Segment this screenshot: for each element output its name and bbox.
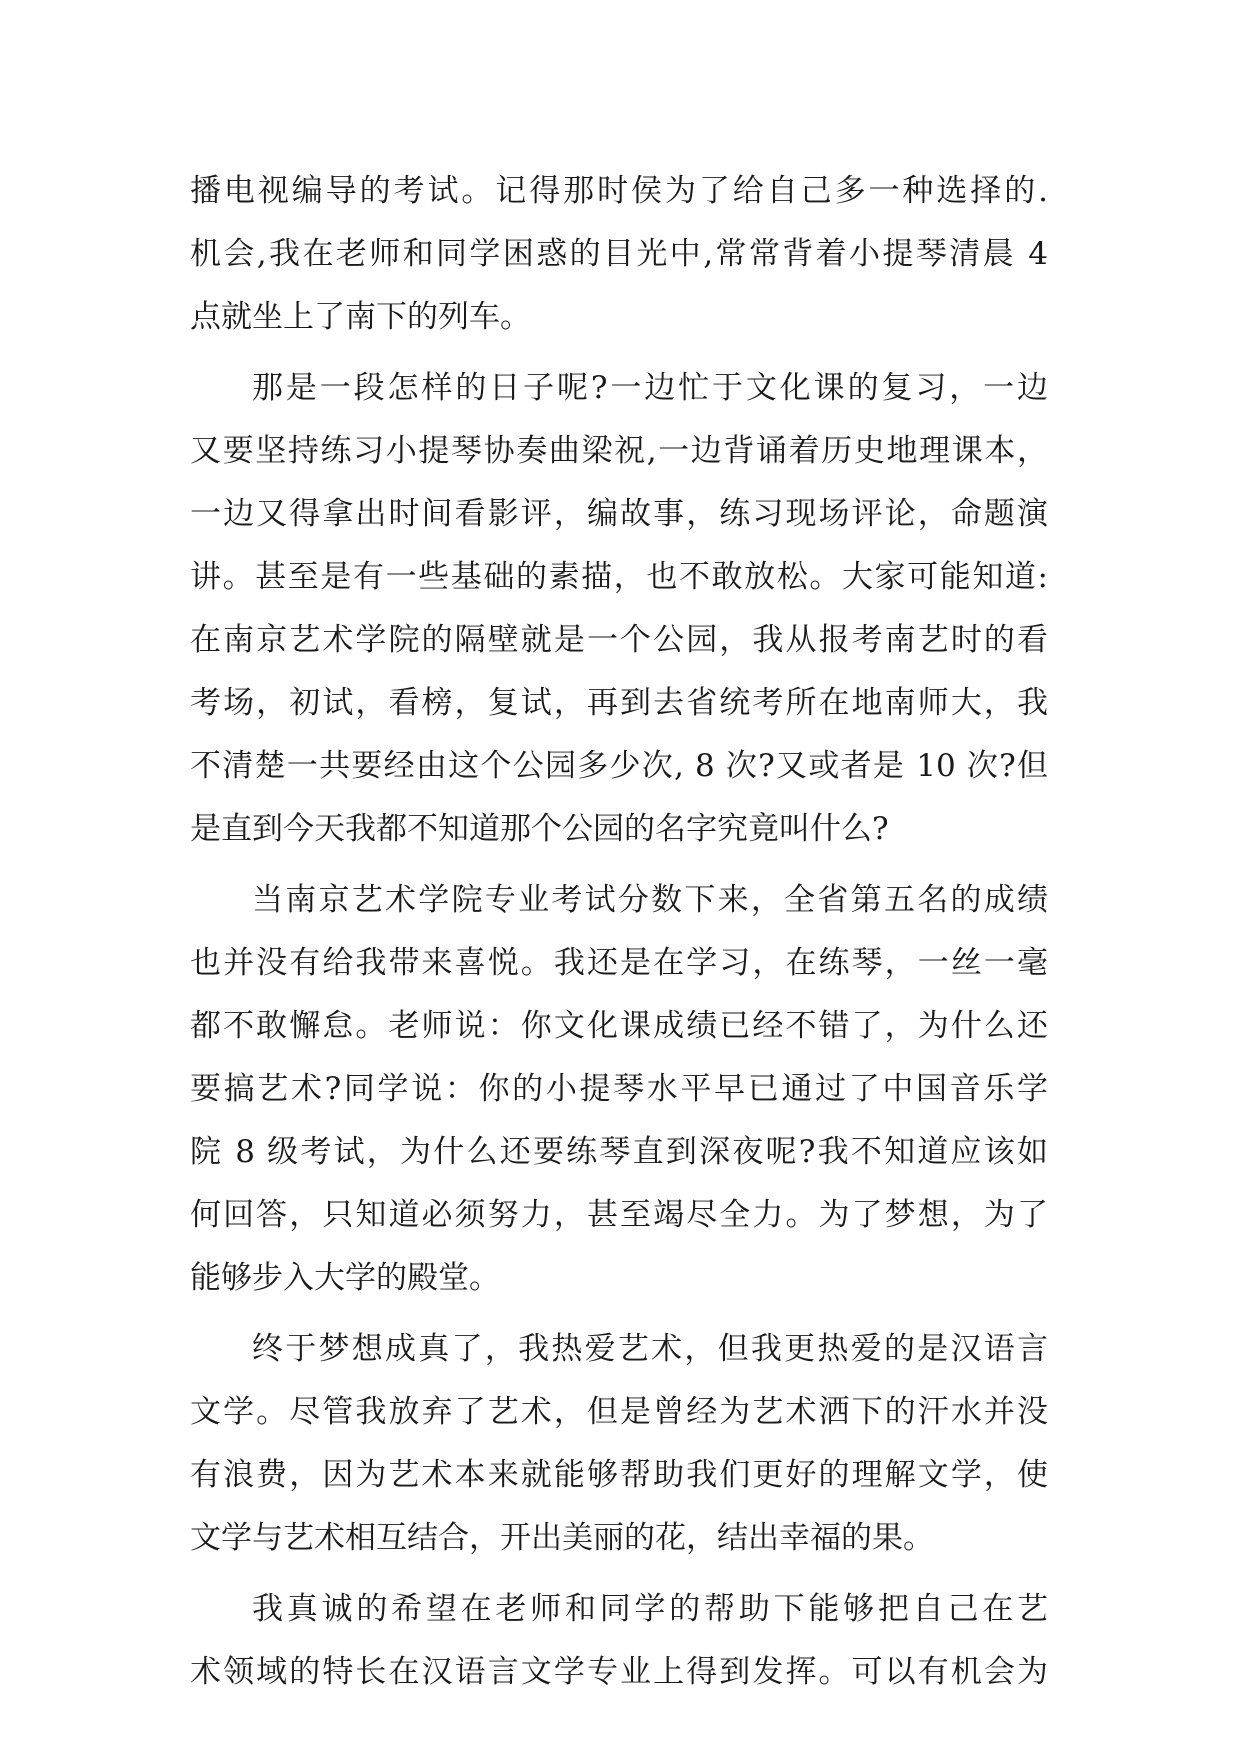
text-line: 都不敢懈怠。老师说：你文化课成绩已经不错了，为什么还 (190, 1008, 1048, 1044)
document-body (190, 160, 1048, 1704)
paragraph-4 (190, 1318, 1048, 1570)
text-line: 能够步入大学的殿堂。 (190, 1260, 500, 1296)
text-line: 机会,我在老师和同学困惑的目光中,常常背着小提琴清晨 4 (190, 236, 1048, 272)
text-line: 又要坚持练习小提琴协奏曲梁祝,一边背诵着历史地理课本， (190, 433, 1048, 469)
paragraph-gap (190, 1570, 1048, 1578)
text-line: 点就坐上了南下的列车。 (190, 299, 531, 335)
text-line: 考场，初试，看榜，复试，再到去省统考所在地南师大，我 (190, 685, 1048, 721)
text-line: 讲。甚至是有一些基础的素描，也不敢放松。大家可能知道: (190, 559, 1048, 595)
paragraph-2 (190, 357, 1048, 861)
text-line: 也并没有给我带来喜悦。我还是在学习，在练琴，一丝一毫 (190, 945, 1048, 981)
text-line: 文学与艺术相互结合，开出美丽的花，结出幸福的果。 (190, 1520, 934, 1556)
text-line: 播电视编导的考试。记得那时侯为了给自己多一种选择的. (190, 173, 1048, 209)
text-line: 文学。尽管我放弃了艺术，但是曾经为艺术洒下的汗水并没 (190, 1394, 1048, 1430)
paragraph-5 (190, 1578, 1048, 1704)
paragraph-3 (190, 869, 1048, 1310)
text-line: 当南京艺术学院专业考试分数下来，全省第五名的成绩 (252, 882, 1048, 918)
text-line: 有浪费，因为艺术本来就能够帮助我们更好的理解文学，使 (190, 1457, 1048, 1493)
text-line: 终于梦想成真了，我热爱艺术，但我更热爱的是汉语言 (252, 1331, 1048, 1367)
paragraph-gap (190, 1310, 1048, 1318)
text-line: 一边又得拿出时间看影评，编故事，练习现场评论，命题演 (190, 496, 1048, 532)
text-line: 是直到今天我都不知道那个公园的名字究竟叫什么? (190, 811, 889, 847)
text-line: 要搞艺术?同学说：你的小提琴水平早已通过了中国音乐学 (190, 1071, 1048, 1107)
text-line: 在南京艺术学院的隔壁就是一个公园，我从报考南艺时的看 (190, 622, 1048, 658)
paragraph-1 (190, 160, 1048, 349)
paragraph-gap (190, 349, 1048, 357)
text-line: 我真诚的希望在老师和同学的帮助下能够把自己在艺 (252, 1591, 1048, 1627)
text-line: 不清楚一共要经由这个公园多少次, 8 次?又或者是 10 次?但 (190, 748, 1048, 784)
text-line: 何回答，只知道必须努力，甚至竭尽全力。为了梦想，为了 (190, 1197, 1048, 1233)
text-line: 那是一段怎样的日子呢?一边忙于文化课的复习，一边 (252, 370, 1048, 406)
text-line: 院 8 级考试，为什么还要练琴直到深夜呢?我不知道应该如 (190, 1134, 1048, 1170)
text-line: 术领域的特长在汉语言文学专业上得到发挥。可以有机会为 (190, 1654, 1048, 1690)
paragraph-gap (190, 861, 1048, 869)
